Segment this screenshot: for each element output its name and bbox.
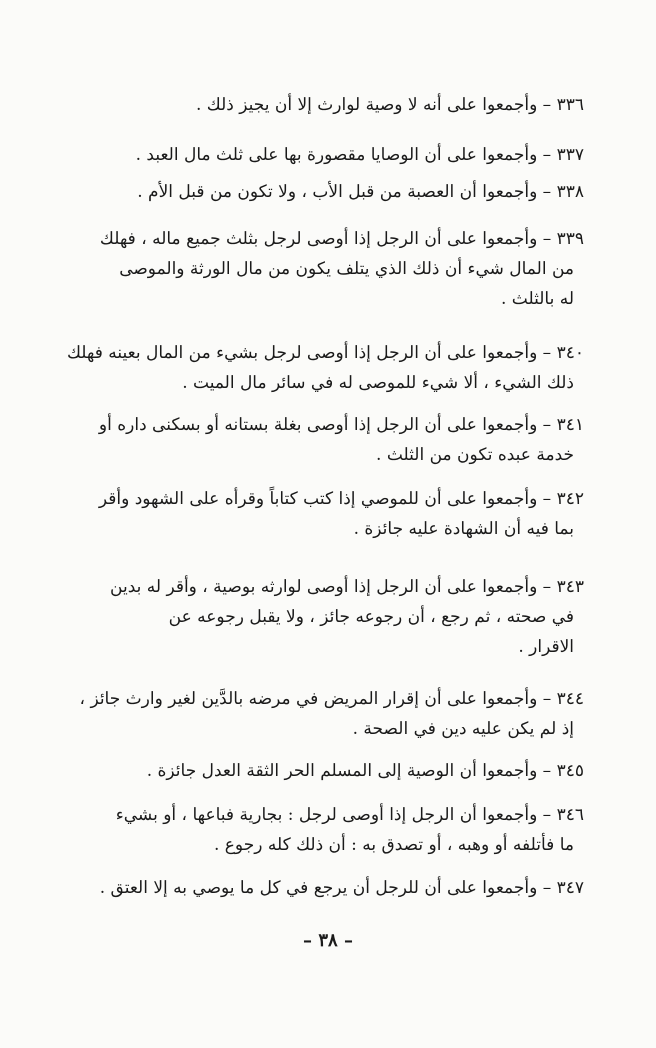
entry-line: بما فيه أن الشهادة عليه جائزة . — [353, 519, 574, 539]
entry-line: في صحته ، ثم رجع ، أن رجوعه جائز ، ولا يقبل رجوعه عن — [168, 607, 574, 627]
entry-345 — [50, 756, 584, 786]
entry-339 — [50, 224, 584, 314]
entry-line: ٣٤٥ – وأجمعوا أن الوصية إلى المسلم الحر الثقة العدل جائزة . — [146, 761, 584, 781]
entry-342 — [50, 484, 584, 544]
page-number: – ٣٨ – — [303, 930, 353, 951]
entry-line: ٣٣٦ – وأجمعوا على أنه لا وصية لوارث إلا أن يجيز ذلك . — [195, 95, 584, 115]
entry-line: ٣٣٨ – وأجمعوا أن العصبة من قبل الأب ، ولا تكون من قبل الأم . — [137, 182, 584, 202]
entry-line: من المال شيء أن ذلك الذي يتلف يكون من مال الورثة والموصى — [119, 259, 574, 279]
entry-line: الاقرار . — [518, 637, 574, 657]
entry-343 — [50, 572, 584, 662]
entry-346 — [50, 800, 584, 860]
entry-line: ٣٤٦ – وأجمعوا أن الرجل إذا أوصى لرجل : بجارية فباعها ، أو بشيء — [115, 805, 584, 825]
entry-336 — [50, 90, 584, 120]
entry-line: له بالثلث . — [500, 289, 574, 309]
entry-337 — [50, 140, 584, 170]
entry-line: ٣٤٧ – وأجمعوا على أن للرجل أن يرجع في كل ما يوصي به إلا العتق . — [99, 878, 584, 898]
entry-line: خدمة عبده تكون من الثلث . — [376, 445, 574, 465]
entry-340 — [50, 338, 584, 398]
entry-line: ٣٤٠ – وأجمعوا على أن الرجل إذا أوصى لرجل بشيء من المال بعينه فهلك — [66, 343, 584, 363]
entry-line: ٣٤٢ – وأجمعوا على أن للموصي إذا كتب كتاباً وقرأه على الشهود وأقر — [98, 489, 584, 509]
entry-347 — [50, 873, 584, 903]
entry-line: إذ لم يكن عليه دين في الصحة . — [352, 719, 574, 739]
entry-line: ٣٣٧ – وأجمعوا على أن الوصايا مقصورة بها على ثلث مال العبد . — [135, 145, 584, 165]
entry-line: ما فأتلفه أو وهبه ، أو تصدق به : أن ذلك كله رجوع . — [213, 835, 574, 855]
entry-line: ٣٤١ – وأجمعوا على أن الرجل إذا أوصى بغلة بستانه أو بسكنى داره أو — [98, 415, 584, 435]
entry-344 — [50, 684, 584, 744]
entry-line: ٣٤٤ – وأجمعوا على أن إقرار المريض في مرضه بالدَّين لغير وارث جائز ، — [79, 689, 584, 709]
entry-line: ذلك الشيء ، ألا شيء للموصى له في سائر مال الميت . — [182, 373, 574, 393]
entry-341 — [50, 410, 584, 470]
entry-338 — [50, 177, 584, 207]
entry-line: ٣٤٣ – وأجمعوا على أن الرجل إذا أوصى لوارثه بوصية ، وأقر له بدين — [110, 577, 584, 597]
entry-line: ٣٣٩ – وأجمعوا على أن الرجل إذا أوصى لرجل بثلث جميع ماله ، فهلك — [99, 229, 584, 249]
